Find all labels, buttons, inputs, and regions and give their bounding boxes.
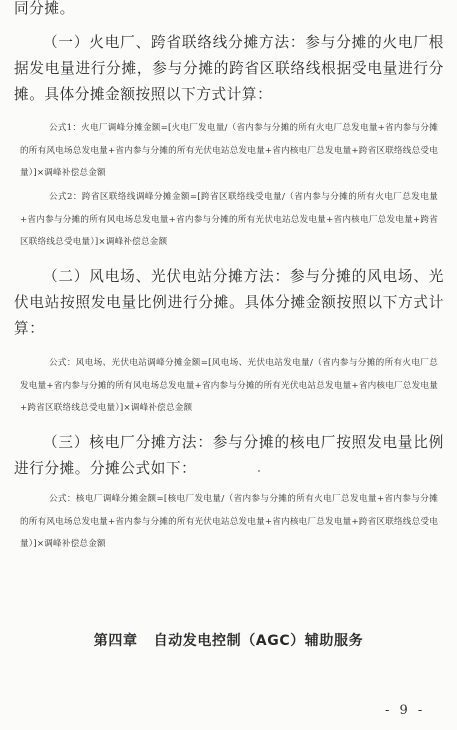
paragraph-continuation: 同分摊。 [14, 0, 75, 17]
chapter-title: 自动发电控制（AGC）辅助服务 [153, 633, 364, 649]
page-number: - 9 - [385, 703, 426, 718]
paragraph-wind-solar-method: （二）风电场、光伏电站分摊方法：参与分摊的风电场、光伏电站按照发电量比例进行分摊。具体分摊金额按照以下方式计算： [14, 268, 444, 337]
chapter-number: 第四章 [93, 633, 138, 649]
paragraph-thermal-method: （一）火电厂、跨省联络线分摊方法：参与分摊的火电厂根据发电量进行分摊，参与分摊的跨省区联络线根据受电量进行分摊。具体分摊金额按照以下方式计算： [14, 34, 444, 103]
formula-nuclear: 公式：核电厂调峰分摊金额=[核电厂发电量/（省内参与分摊的所有火电厂总发电量+省内参与分摊的所有风电场总发电量+省内参与分摊的所有光伏电站总发电量+省内核电厂总发电量+跨省区联络线总受电量）]×调峰补偿总金额 [20, 494, 438, 549]
formula-interprovincial: 公式2：跨省区联络线调峰分摊金额=[跨省区联络线受电量/（省内参与分摊的所有火电厂总发电量+省内参与分摊的所有风电场总发电量+省内参与分摊的所有光伏电站总发电量+省内核电厂总发电量+跨省区联络线总受电量）]×调峰补偿总金额 [20, 192, 438, 247]
formula-thermal: 公式1：火电厂调峰分摊金额=[火电厂发电量/（省内参与分摊的所有火电厂总发电量+省内参与分摊的所有风电场总发电量+省内参与分摊的所有光伏电站总发电量+省内核电厂总发电量+跨省区联络线总受电量）]×调峰补偿总金额 [20, 123, 438, 178]
formula-wind-solar: 公式：风电场、光伏电站调峰分摊金额=[风电场、光伏电站发电量/（省内参与分摊的所有火电厂总发电量+省内参与分摊的所有风电场总发电量+省内参与分摊的所有光伏电站总发电量+省内核电厂总发电量+跨省区联络线总受电量）]×调峰补偿总金额 [20, 358, 438, 413]
scan-speck [258, 470, 260, 472]
chapter-heading [0, 630, 457, 650]
paragraph-nuclear-method: （三）核电厂分摊方法：参与分摊的核电厂按照发电量比例进行分摊。分摊公式如下： [14, 434, 444, 477]
